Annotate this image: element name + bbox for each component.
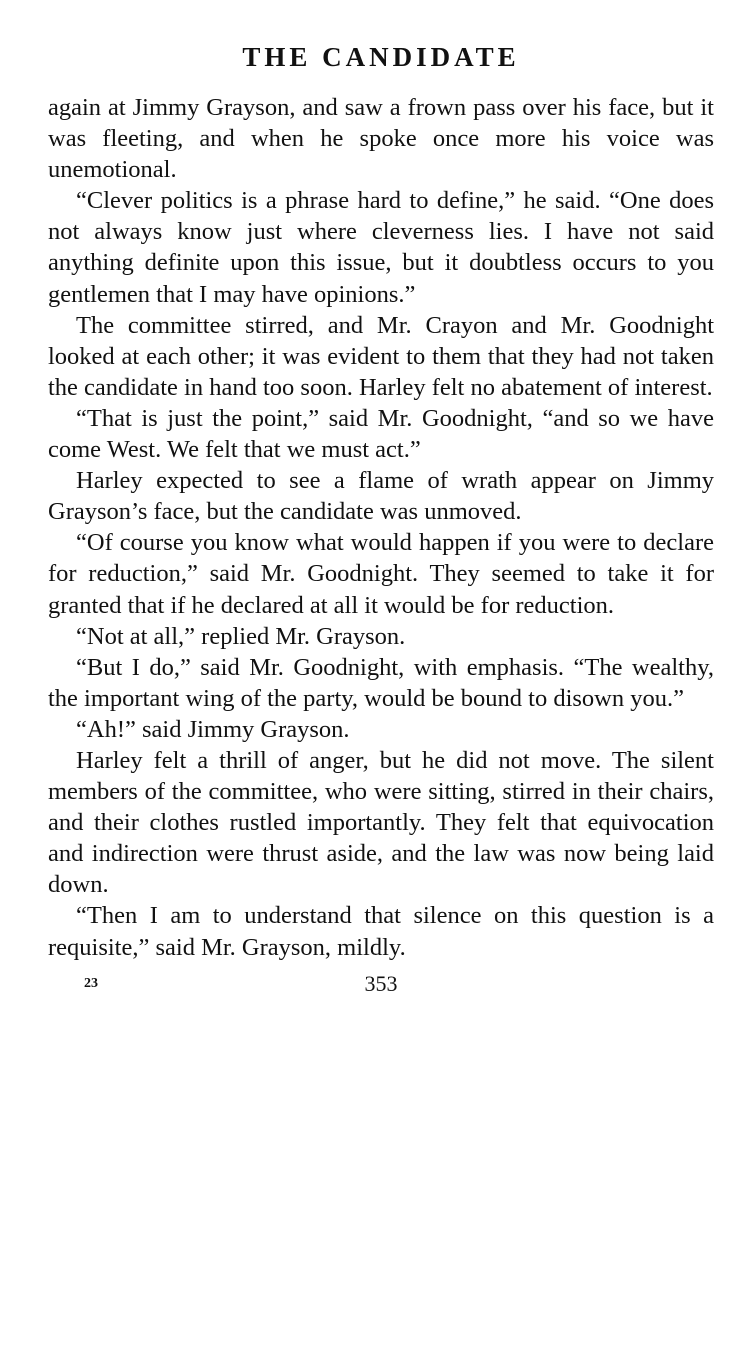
page-body-text: [48, 92, 714, 963]
paragraph-3: The committee stirred, and Mr. Crayon and Mr. Goodnight looked at each other; it was evident to them that they had not taken the candidate in hand too soon. Harley felt no abatement of interest.: [48, 311, 714, 401]
paragraph-8: “But I do,” said Mr. Goodnight, with emphasis. “The wealthy, the important wing of the party, would be bound to disown you.”: [48, 653, 714, 712]
paragraph-9: “Ah!” said Jimmy Grayson.: [76, 715, 350, 743]
page-number: 353: [364, 970, 398, 996]
paragraph-6: “Of course you know what would happen if you were to declare for reduction,” said Mr. Goodnight. They seemed to take it for granted that if he declared at all it would be for reduction.: [48, 529, 714, 619]
signature-mark: 23: [84, 975, 98, 991]
paragraph-5: Harley expected to see a flame of wrath appear on Jimmy Grayson’s face, but the candidate was unmoved.: [48, 467, 714, 526]
paragraph-2: “Clever politics is a phrase hard to define,” he said. “One does not always know just where cleverness lies. I have not said anything definite upon this issue, but it doubtless occurs to you gentlemen that I may have opinions.”: [48, 187, 714, 308]
paragraph-7: “Not at all,” replied Mr. Grayson.: [76, 622, 406, 650]
paragraph-10: Harley felt a thrill of anger, but he did not move. The silent members of the committee, who were sitting, stirred in their chairs, and their clothes rustled importantly. They felt that equivocation and indirection were thrust aside, and the law was now being laid down.: [48, 746, 714, 899]
running-head-title: THE CANDIDATE: [242, 42, 520, 72]
paragraph-1: again at Jimmy Grayson, and saw a frown pass over his face, but it was fleeting, and when he spoke once more his voice was unemotional.: [48, 94, 714, 184]
paragraph-4: “That is just the point,” said Mr. Goodnight, “and so we have come West. We felt that we must act.”: [48, 404, 714, 464]
book-page: [48, 40, 714, 1001]
page-footer: [48, 967, 714, 1001]
paragraph-11: “Then I am to understand that silence on this question is a requisite,” said Mr. Grayson, mildly.: [48, 902, 714, 961]
